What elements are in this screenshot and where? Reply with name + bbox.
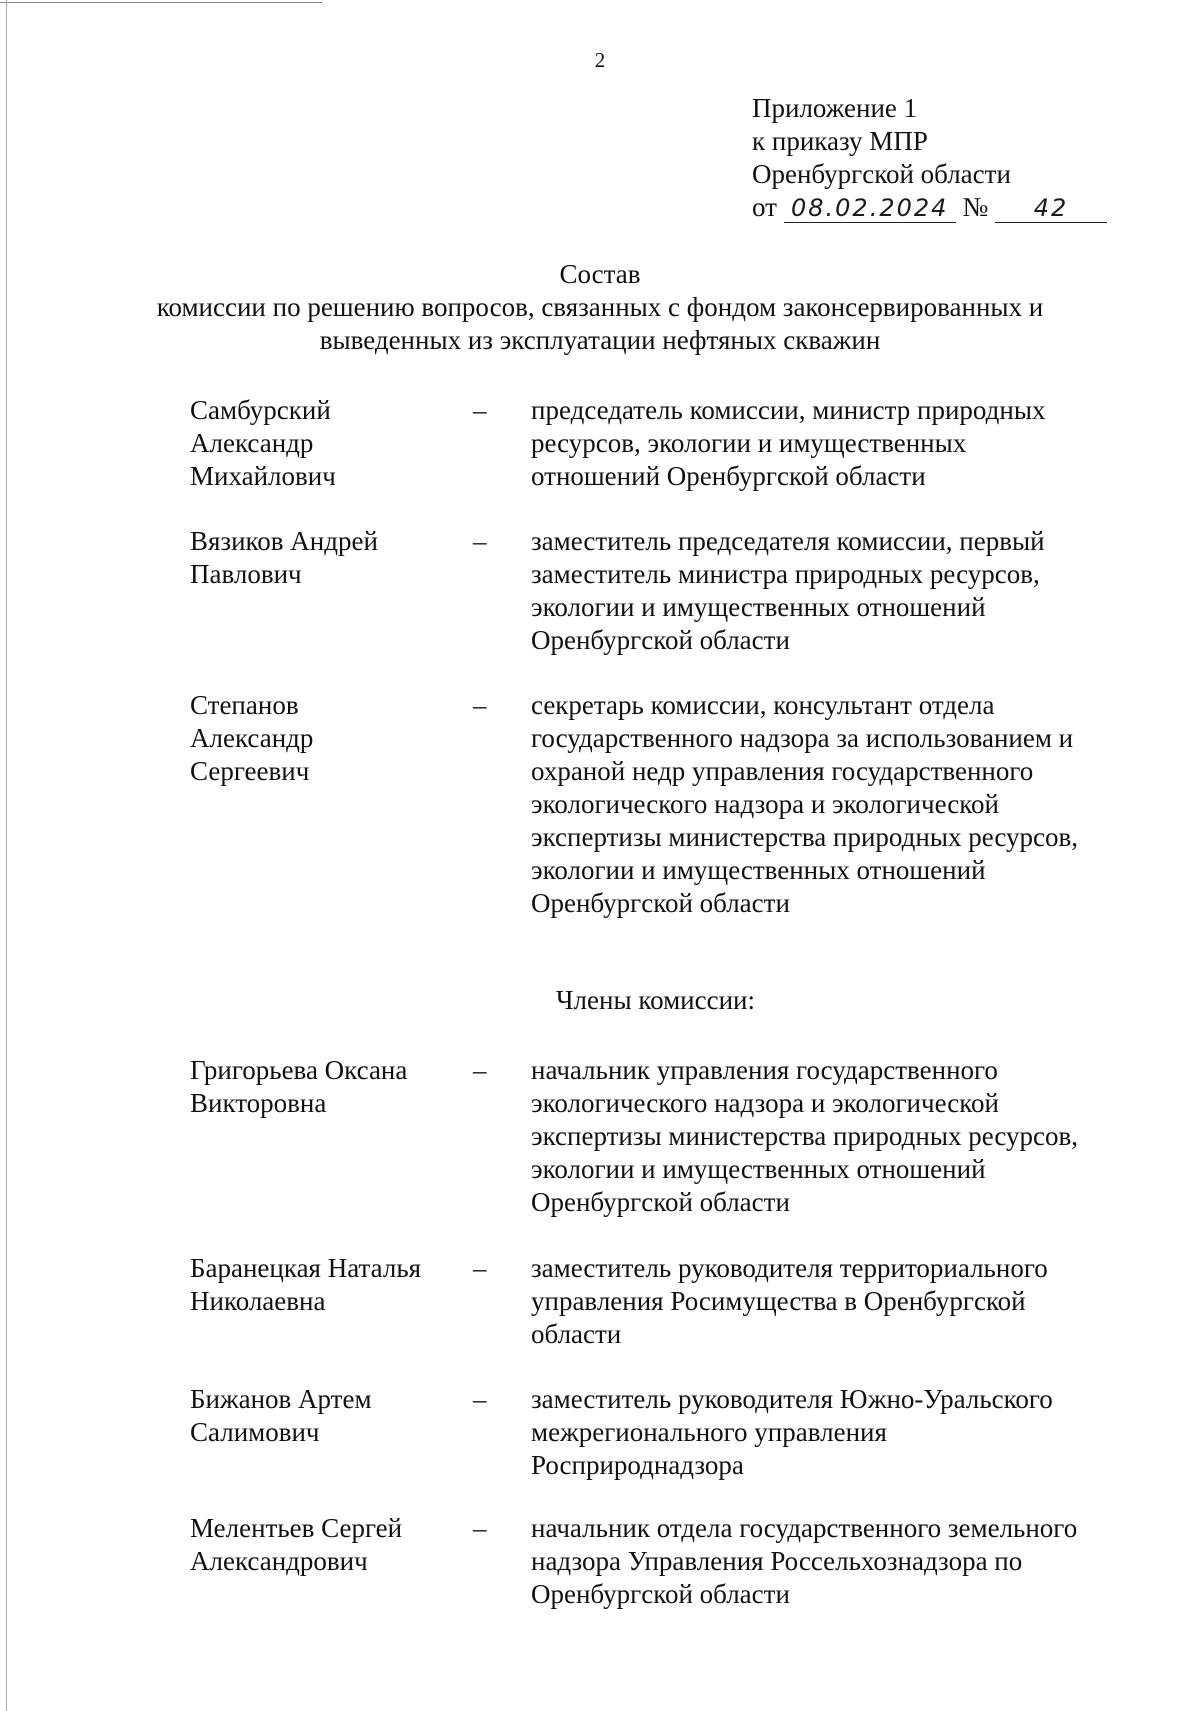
member-role-line: управления Росимущества в Оренбургской bbox=[531, 1286, 1026, 1316]
appendix-header bbox=[752, 92, 1172, 224]
dash-separator: – bbox=[473, 526, 487, 556]
scan-edge-top bbox=[0, 2, 322, 3]
member-role-line: председатель комиссии, министр природных bbox=[531, 395, 1046, 425]
handwritten-number: 42 bbox=[995, 194, 1107, 223]
dash-separator: – bbox=[473, 1055, 487, 1085]
member-role bbox=[531, 1054, 1131, 1219]
dash-separator: – bbox=[473, 1384, 487, 1414]
handwritten-date: 08.02.2024 bbox=[784, 194, 956, 223]
member-name-line: Салимович bbox=[190, 1417, 320, 1447]
member-role-line: Росприроднадзора bbox=[531, 1450, 744, 1480]
member-role-line: межрегионального управления bbox=[531, 1417, 887, 1447]
member-role-line: экологии и имущественных отношений bbox=[531, 1154, 986, 1184]
member-name-line: Мелентьев Сергей bbox=[190, 1513, 403, 1543]
member-role-line: заместитель председателя комиссии, первый bbox=[531, 526, 1045, 556]
member-role-line: экологии и имущественных отношений bbox=[531, 855, 986, 885]
member-role-line: надзора Управления Россельхознадзора по bbox=[531, 1546, 1023, 1576]
dash-separator: – bbox=[473, 1253, 487, 1283]
member-role bbox=[531, 394, 1131, 493]
member-role-line: Оренбургской области bbox=[531, 1187, 790, 1217]
member-role-line: Оренбургской области bbox=[531, 625, 790, 655]
member-role-line: охраной недр управления государственного bbox=[531, 756, 1034, 786]
member-name-line: Михайлович bbox=[190, 461, 336, 491]
member-name-line: Баранецкая Наталья bbox=[190, 1253, 422, 1283]
member-name-line: Сергеевич bbox=[190, 756, 310, 786]
member-role-line: области bbox=[531, 1319, 622, 1349]
member-name-line: Павлович bbox=[190, 559, 302, 589]
number-prefix: № bbox=[962, 192, 989, 222]
appendix-date-line bbox=[752, 191, 1172, 224]
member-role-line: экспертизы министерства природных ресурсов, bbox=[531, 1121, 1078, 1151]
member-role bbox=[531, 1383, 1131, 1482]
member-name bbox=[190, 394, 445, 493]
dash-separator: – bbox=[473, 690, 487, 720]
member-name-line: Александрович bbox=[190, 1546, 368, 1576]
title-subtitle-line-2: выведенных из эксплуатации нефтяных скважин bbox=[319, 325, 881, 355]
dash-separator: – bbox=[473, 395, 487, 425]
member-name-line: Александр bbox=[190, 428, 314, 458]
member-role-line: Оренбургской области bbox=[531, 1579, 790, 1609]
member-name-line: Вязиков Андрей bbox=[190, 526, 378, 556]
member-role-line: секретарь комиссии, консультант отдела bbox=[531, 690, 995, 720]
title-subtitle-line-1: комиссии по решению вопросов, связанных с фондом законсервированных и bbox=[156, 292, 1044, 322]
member-role bbox=[531, 689, 1131, 920]
member-name-line: Бижанов Артем bbox=[190, 1384, 372, 1414]
member-name-line: Самбурский bbox=[190, 395, 331, 425]
member-role-line: экологического надзора и экологической bbox=[531, 1088, 999, 1118]
member-name bbox=[190, 1383, 445, 1449]
member-name bbox=[190, 1054, 445, 1120]
member-role-line: экологии и имущественных отношений bbox=[531, 592, 986, 622]
members-heading: Члены комиссии: bbox=[556, 985, 755, 1015]
member-name-line: Григорьева Оксана bbox=[190, 1055, 408, 1085]
member-role-line: отношений Оренбургской области bbox=[531, 461, 926, 491]
member-name-line: Степанов bbox=[190, 690, 299, 720]
dash-separator: – bbox=[473, 1513, 487, 1543]
member-role-line: экологического надзора и экологической bbox=[531, 789, 999, 819]
member-name-line: Николаевна bbox=[190, 1286, 326, 1316]
member-role bbox=[531, 1252, 1131, 1351]
member-name bbox=[190, 525, 445, 591]
page-number: 2 bbox=[594, 48, 606, 72]
member-role-line: начальник отдела государственного земельного bbox=[531, 1513, 1078, 1543]
member-role-line: государственного надзора за использованием и bbox=[531, 723, 1074, 753]
member-name-line: Александр bbox=[190, 723, 314, 753]
appendix-line-1: Приложение 1 bbox=[752, 93, 918, 123]
scan-edge-left bbox=[6, 0, 7, 1711]
member-role-line: ресурсов, экологии и имущественных bbox=[531, 428, 967, 458]
member-name bbox=[190, 1512, 445, 1578]
appendix-line-2: к приказу МПР bbox=[752, 126, 928, 156]
date-prefix: от bbox=[752, 192, 777, 222]
member-role-line: Оренбургской области bbox=[531, 888, 790, 918]
document-title bbox=[0, 258, 1200, 357]
member-name bbox=[190, 1252, 445, 1318]
member-role bbox=[531, 1512, 1131, 1611]
member-role-line: заместитель министра природных ресурсов, bbox=[531, 559, 1040, 589]
member-role-line: начальник управления государственного bbox=[531, 1055, 998, 1085]
member-role-line: заместитель руководителя Южно-Уральского bbox=[531, 1384, 1053, 1414]
appendix-line-3: Оренбургской области bbox=[752, 159, 1011, 189]
member-name-line: Викторовна bbox=[190, 1088, 327, 1118]
member-role-line: заместитель руководителя территориального bbox=[531, 1253, 1048, 1283]
title-heading: Состав bbox=[559, 259, 641, 289]
member-role bbox=[531, 525, 1131, 657]
member-role-line: экспертизы министерства природных ресурсов, bbox=[531, 822, 1078, 852]
member-name bbox=[190, 689, 445, 788]
